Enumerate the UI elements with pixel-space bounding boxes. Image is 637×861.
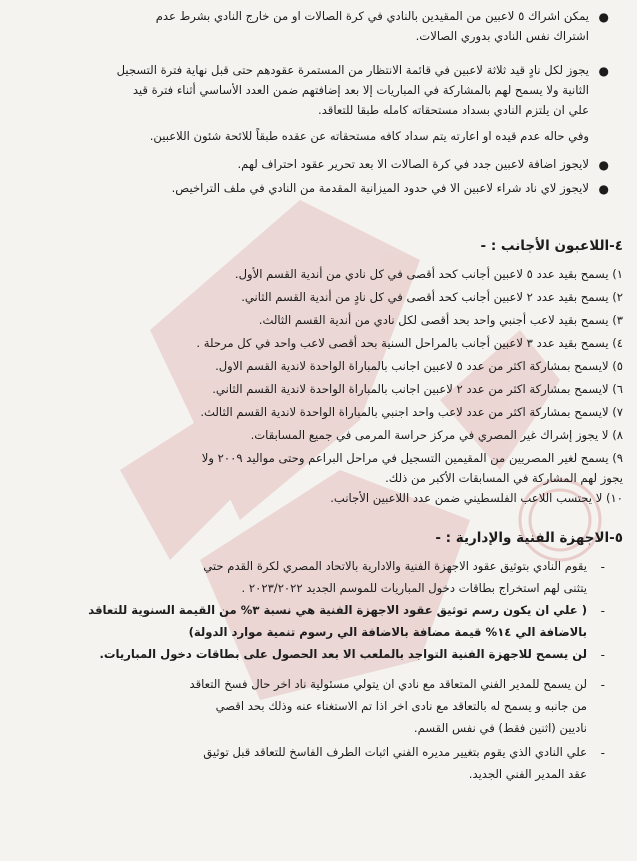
paragraph-line: الثانية ولا يسمح لهم بالمشاركة في المباريات إلا بعد إضافتهم ضمن العدد الأساسي أثناء فترة قيد [132, 83, 589, 97]
paragraph-line: يمكن اشراك ٥ لاعبين من المقيدين بالنادي في كرة الصالات او من خارج النادي بشرط عدم [155, 9, 589, 23]
paragraph-line: لايجوز لاي ناد شراء لاعبين الا في حدود الميزانية المقدمة من النادي في ملف التراخيص. [171, 181, 589, 195]
paragraph-line: عقد المدير الفني الجديد. [468, 767, 587, 781]
paragraph-line: من جانبه و يسمح له بالتعاقد مع نادى اخر اذا تم الاستغناء عنه وذلك بحد اقصي [215, 699, 587, 713]
paragraph-line: لن يسمح للمدير الفني المتعاقد مع نادي ان يتولي مسئولية ناد اخر حال فسخ التعاقد [189, 677, 587, 691]
list-item: ٦) لايسمح بمشاركة اكثر من عدد ٢ لاعبين اجانب بالمباراة الواحدة لاندية القسم الثاني. [212, 382, 623, 396]
paragraph-line: بالاضافة الي ١٤% قيمة مضافة بالاضافة الي رسوم تنمية موارد الدولة) [188, 625, 587, 639]
list-item: ٥) لايسمح بمشاركة اكثر من عدد ٥ لاعبين اجانب بالمباراة الواحدة لاندية القسم الاول. [215, 359, 623, 373]
list-item: ١٠) لا يحتسب اللاعب الفلسطيني ضمن عدد اللاعبين الأجانب. [330, 491, 623, 505]
dash-bullet: - [600, 678, 605, 692]
paragraph-line: ناديين (اثنين فقط) في نفس القسم. [413, 721, 587, 735]
list-item: ٨) لا يجوز إشراك غير المصري في مركز حراسة المرمى في جميع المسابقات. [250, 428, 623, 442]
list-item: يجوز لهم المشاركة في المسابقات الأكبر من ذلك. [385, 471, 623, 485]
section-heading-foreign-players: ٤-اللاعبون الأجانب : - [480, 238, 623, 254]
list-item: ٧) لايسمح بمشاركة اكثر من عدد لاعب واحد اجنبي بالمباراة الواحدة لاندية القسم الثالث. [200, 405, 623, 419]
list-item: ١) يسمح بقيد عدد ٥ لاعبين أجانب كحد أقصى في كل نادي من أندية القسم الأول. [234, 267, 623, 281]
bullet-icon: ● [598, 182, 609, 196]
dash-bullet: - [600, 746, 605, 760]
paragraph-line: اشتراك نفس النادي بدوري الصالات. [415, 29, 589, 43]
paragraph-line: يجوز لكل نادٍ قيد ثلاثة لاعبين في قائمة الانتظار من المستمرة عقودهم حتى قبل نهاية فترة التسجيل [116, 63, 589, 77]
section-heading-technical-staff: ٥-الاجهزة الفنية والإدارية : - [435, 530, 623, 546]
bullet-icon: ● [598, 10, 609, 24]
list-item: ٣) يسمح بقيد لاعب أجنبي واحد بحد أقصى لكل نادي من أندية القسم الثالث. [258, 313, 623, 327]
paragraph-line: لايجوز اضافة لاعبين جدد في كرة الصالات الا بعد تحرير عقود احتراف لهم. [237, 157, 589, 171]
dash-bullet: - [600, 648, 605, 662]
paragraph-line: يتثنى لهم استخراج بطاقات دخول المباريات للموسم الجديد ٢٠٢٣/٢٠٢٢ . [241, 581, 587, 595]
paragraph-line: علي النادي الذي يقوم بتغيير مديره الفني اثبات الطرف الفاسخ للتعاقد قبل توثيق [203, 745, 587, 759]
paragraph-line: ( علي ان يكون رسم توثيق عقود الاجهزة الفنية هي نسبة ٣% من القيمة السنوية للتعاقد [88, 603, 587, 617]
dash-bullet: - [600, 560, 605, 574]
list-item: ٢) يسمح بقيد عدد ٢ لاعبين أجانب كحد أقصى في كل نادٍ من أندية القسم الثاني. [241, 290, 623, 304]
list-item: ٩) يسمح لغير المصريين من المقيمين التسجيل في مراحل البراعم وحتى مواليد ٢٠٠٩ ولا [201, 451, 623, 465]
list-item: ٤) يسمح بقيد عدد ٣ لاعبين أجانب بالمراحل السنية بحد أقصى لاعب واحد في كل مرحلة . [196, 336, 623, 350]
paragraph-line: لن يسمح للاجهزة الفنية التواجد بالملعب الا بعد الحصول على بطاقات دخول المباريات. [99, 647, 587, 661]
paragraph-line: يقوم النادي بتوثيق عقود الاجهزة الفنية والادارية بالاتحاد المصري لكرة القدم حتي [203, 559, 587, 573]
dash-bullet: - [600, 604, 605, 618]
bullet-icon: ● [598, 158, 609, 172]
bullet-icon: ● [598, 64, 609, 78]
paragraph-line: وفي حاله عدم قيده او اعارته يتم سداد كافه مستحقاته عن عقده طبقاً للائحة شئون اللاعبين. [149, 129, 589, 143]
paragraph-line: علي ان يلتزم النادي بسداد مستحقاته كامله طبقا للتعاقد. [318, 103, 589, 117]
